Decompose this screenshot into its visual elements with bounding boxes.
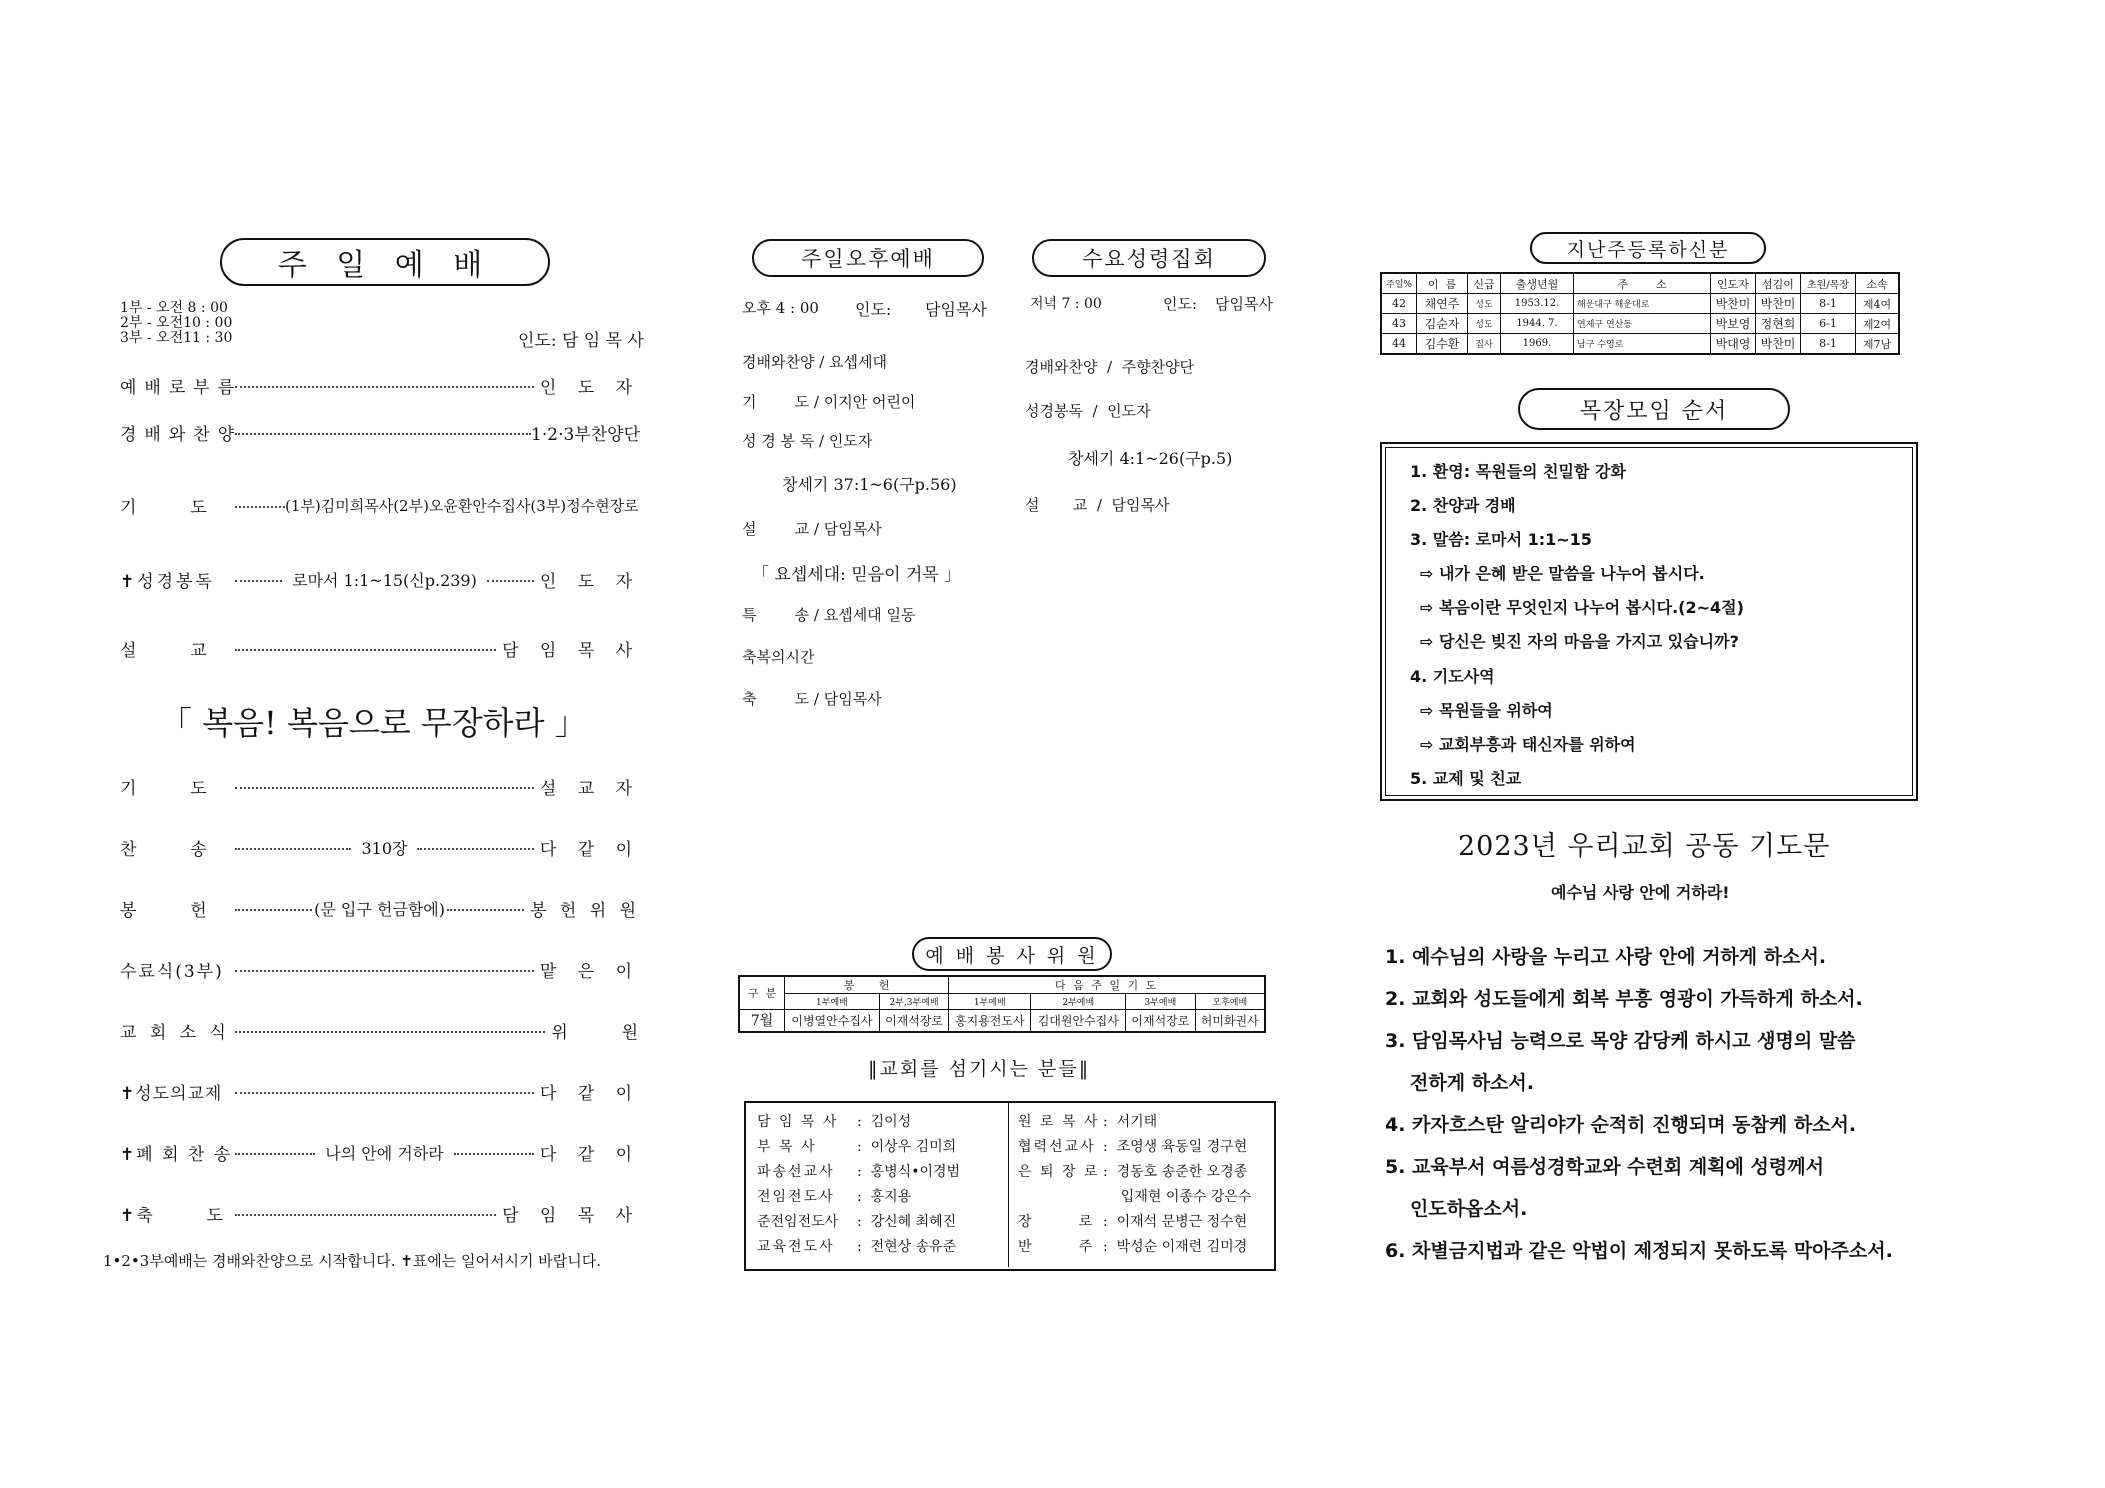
row-sermon-label: 설 교 <box>120 640 209 661</box>
news-r3-c6: 박대영 <box>1711 334 1756 355</box>
row-closing-hymn-label: ✝폐 회 찬 송 <box>120 1144 233 1165</box>
afternoon-line-7: 특 송 / 요셉세대 일동 <box>742 606 916 624</box>
staff-left-5-key: 준전임전도사 <box>757 1214 839 1230</box>
news-head-2: 이 름 <box>1417 273 1468 294</box>
vol-sub-1: 1부예배 <box>785 994 880 1010</box>
row-graduation-label: 수료식(3부) <box>120 961 224 982</box>
afternoon-leader-label: 인도: <box>855 300 892 319</box>
row-reading-center: 로마서 1:1~15(신p.239) <box>292 570 477 590</box>
cell-title: 목장모임 순서 <box>1579 398 1729 424</box>
cell-item-8: ⇨ 목원들을 위하여 <box>1420 701 1553 720</box>
row-closing-hymn-right: 다 같 이 <box>539 1144 640 1165</box>
afternoon-title-box <box>752 239 984 277</box>
staff-right-6 <box>1018 1236 1247 1256</box>
row-closing-hymn-center: 나의 안에 거하라 <box>325 1143 444 1163</box>
staff-left-4-val: : 홍지용 <box>857 1189 912 1205</box>
staff-right-3-val: : 경동호 송준한 오경종 <box>1103 1164 1248 1180</box>
news-r2-c8: 6-1 <box>1801 314 1856 334</box>
wednesday-leader-label: 인도: <box>1163 295 1198 313</box>
news-r2-c5: 연제구 연산동 <box>1574 314 1711 334</box>
news-head-9: 소속 <box>1856 273 1900 294</box>
cell-item-6: ⇨ 당신은 빚진 자의 마음을 가지고 있습니까? <box>1420 632 1739 651</box>
sunday-title-box <box>220 238 550 286</box>
staff-right-1-key: 원 로 목 사 <box>1018 1114 1100 1130</box>
staff-left-2-key: 부 목 사 <box>757 1139 817 1155</box>
vol-name-3: 홍지용전도사 <box>949 1010 1031 1032</box>
vol-name-5: 이재석장로 <box>1126 1010 1195 1032</box>
staff-right-2-val: : 조영생 육동일 경구현 <box>1103 1139 1248 1155</box>
row-hymn <box>120 834 640 860</box>
vol-name-4: 김대원안수집사 <box>1031 1010 1126 1032</box>
sunday-title: 주 일 예 배 <box>277 248 493 283</box>
row-prayer2 <box>120 773 640 799</box>
row-call-label: 예배로부름 <box>120 377 243 398</box>
news-r1-c6: 박찬미 <box>1711 294 1756 314</box>
staff-right-5 <box>1018 1211 1247 1231</box>
newcomers-title-box <box>1530 232 1766 264</box>
staff-right-1-val: : 서기태 <box>1103 1114 1158 1130</box>
row-news-right: 위 원 <box>551 1022 640 1043</box>
staff-divider <box>1008 1103 1009 1267</box>
news-r1-c7: 박찬미 <box>1756 294 1801 314</box>
staff-right-3-key: 은 퇴 장 로 <box>1018 1164 1100 1180</box>
row-graduation <box>120 956 640 982</box>
row-prayer-right: (1부)김미희목사(2부)오윤환안수집사(3부)정수현장로 <box>285 496 639 515</box>
news-r2-c7: 정현희 <box>1756 314 1801 334</box>
staff-left-2 <box>757 1136 956 1156</box>
afternoon-line-6: 「 요셉세대: 믿음이 거목 」 <box>752 565 962 585</box>
sermon-title: 「 복음! 복음으로 무장하라 」 <box>160 704 587 742</box>
wednesday-title-box <box>1032 239 1266 277</box>
news-head-3: 신급 <box>1468 273 1501 294</box>
wednesday-line-1: 경배와찬양 / 주향찬양단 <box>1025 358 1195 376</box>
cell-item-4: ⇨ 내가 은혜 받은 말씀을 나누어 봅시다. <box>1420 564 1705 583</box>
row-reading-label: ✝성경봉독 <box>120 571 215 592</box>
newcomer-row-3 <box>1381 334 1899 355</box>
staff-left-2-val: : 이상우 김미희 <box>857 1139 957 1155</box>
cell-item-10: 5. 교제 및 친교 <box>1410 769 1522 788</box>
row-call <box>120 372 640 398</box>
prayer-title: 2023년 우리교회 공동 기도문 <box>1458 831 1831 862</box>
sunday-footnote: 1•2•3부예배는 경배와찬양으로 시작합니다. ✝표에는 일어서시기 바랍니다. <box>103 1252 601 1270</box>
news-r3-c9: 제7남 <box>1856 334 1900 355</box>
volunteers-table <box>738 975 1266 1033</box>
news-r1-c3: 성도 <box>1468 294 1501 314</box>
afternoon-line-4: 창세기 37:1~6(구p.56) <box>782 475 957 494</box>
staff-left-4-key: 전임전도사 <box>757 1189 835 1205</box>
row-prayer2-right: 설 교 자 <box>539 778 640 799</box>
row-offering <box>120 895 640 921</box>
newcomer-row-2 <box>1381 314 1899 334</box>
wednesday-line-3: 창세기 4:1~26(구p.5) <box>1068 449 1233 468</box>
news-r3-c4: 1969. <box>1501 334 1574 355</box>
cell-item-9: ⇨ 교회부흥과 태신자를 위하여 <box>1420 735 1636 754</box>
afternoon-time: 오후 4 : 00 <box>742 299 819 317</box>
row-closing-hymn <box>120 1139 640 1165</box>
staff-right-4-key <box>1018 1186 1103 1206</box>
news-r1-c9: 제4여 <box>1856 294 1900 314</box>
prayer-item-5: 5. 교육부서 여름성경학교와 수련회 계획에 성령께서 <box>1385 1156 1824 1178</box>
staff-left-6-key: 교육전도사 <box>757 1239 835 1255</box>
cell-item-3: 3. 말씀: 로마서 1:1~15 <box>1410 530 1592 549</box>
row-hymn-center: 310장 <box>361 838 408 858</box>
row-reading-right: 인 도 자 <box>539 571 640 592</box>
prayer-item-1: 1. 예수님의 사랑을 누리고 사랑 안에 거하게 하소서. <box>1385 946 1827 968</box>
newcomers-title: 지난주등록하신분 <box>1566 238 1730 261</box>
newcomers-table <box>1380 272 1900 355</box>
news-r3-c3: 집사 <box>1468 334 1501 355</box>
row-praise <box>120 419 640 445</box>
cell-title-box <box>1518 388 1790 430</box>
wednesday-time: 저녁 7 : 00 <box>1030 296 1102 312</box>
row-fellowship-label: ✝성도의교제 <box>120 1083 223 1104</box>
news-head-1: 주일% <box>1381 273 1417 294</box>
vol-name-2: 이재석장로 <box>879 1010 948 1032</box>
afternoon-title: 주일오후예배 <box>801 247 935 271</box>
staff-left-3-val: : 홍병식•이경범 <box>857 1164 961 1180</box>
prayer-item-6: 6. 차별금지법과 같은 악법이 제정되지 못하도록 막아주소서. <box>1385 1240 1893 1262</box>
volunteers-title-box <box>912 937 1112 971</box>
row-hymn-label: 찬 송 <box>120 839 209 860</box>
staff-right-5-val: : 이재석 문병근 정수현 <box>1103 1214 1248 1230</box>
staff-left-6-val: : 전현상 송유준 <box>857 1239 957 1255</box>
news-r3-c5: 남구 수영로 <box>1574 334 1711 355</box>
time-2: 2부 - 오전10 : 00 <box>120 315 233 331</box>
row-offering-center: (문 입구 헌금함에) <box>314 899 445 919</box>
time-1: 1부 - 오전 8 : 00 <box>120 300 228 316</box>
staff-right-3 <box>1018 1161 1247 1181</box>
staff-left-4 <box>757 1186 911 1206</box>
row-prayer2-label: 기 도 <box>120 778 209 799</box>
staff-right-4-val: 입재현 이종수 강은수 <box>1103 1189 1252 1205</box>
staff-right-4 <box>1018 1186 1251 1206</box>
staff-right-6-key: 반 주 <box>1018 1239 1095 1255</box>
wednesday-line-4: 설 교 / 담임목사 <box>1025 496 1170 514</box>
vol-sub-2: 2부,3부예배 <box>879 994 948 1010</box>
news-r3-c1: 44 <box>1381 334 1417 355</box>
afternoon-line-9: 축 도 / 담임목사 <box>742 690 882 708</box>
row-prayer <box>120 492 640 518</box>
news-r2-c9: 제2여 <box>1856 314 1900 334</box>
news-head-8: 초원/목장 <box>1801 273 1856 294</box>
news-r3-c8: 8-1 <box>1801 334 1856 355</box>
afternoon-line-8: 축복의시간 <box>742 648 815 666</box>
row-offering-label: 봉 헌 <box>120 900 209 921</box>
afternoon-line-3: 성 경 봉 독 / 인도자 <box>742 432 873 450</box>
row-benediction-label: ✝축 도 <box>120 1205 225 1226</box>
staff-left-3 <box>757 1161 960 1181</box>
staff-right-2-key: 협력선교사 <box>1018 1139 1096 1155</box>
time-3: 3부 - 오전11 : 30 <box>120 330 233 346</box>
afternoon-line-1: 경배와찬양 / 요셉세대 <box>742 353 888 371</box>
row-prayer-label: 기 도 <box>120 497 209 518</box>
row-news-label: 교 회 소 식 <box>120 1022 230 1043</box>
news-r1-c5: 해운대구 해운대로 <box>1574 294 1711 314</box>
news-r3-c2: 김수환 <box>1417 334 1468 355</box>
service-times <box>120 301 232 346</box>
row-graduation-right: 맡 은 이 <box>539 961 640 982</box>
vol-month: 7월 <box>739 1010 785 1032</box>
sunday-leader: 인도: 담 임 목 사 <box>518 331 644 351</box>
afternoon-line-2: 기 도 / 이지안 어린이 <box>742 393 916 411</box>
news-r1-c1: 42 <box>1381 294 1417 314</box>
row-praise-right: 1·2·3부찬양단 <box>531 424 640 445</box>
prayer-item-4: 4. 카자흐스탄 알리야가 순적히 진행되며 동참케 하소서. <box>1385 1114 1857 1136</box>
vol-name-1: 이병열안수집사 <box>785 1010 880 1032</box>
staff-left-6 <box>757 1236 956 1256</box>
volunteers-title: 예 배 봉 사 위 원 <box>925 944 1099 967</box>
staff-left-1 <box>757 1111 911 1131</box>
news-r3-c7: 박찬미 <box>1756 334 1801 355</box>
wednesday-title: 수요성령집회 <box>1082 247 1216 271</box>
staff-left-3-key: 파송선교사 <box>757 1164 835 1180</box>
news-r2-c6: 박보영 <box>1711 314 1756 334</box>
row-fellowship-right: 다 같 이 <box>539 1083 640 1104</box>
staff-right-5-key: 장 로 <box>1018 1214 1095 1230</box>
vol-name-6: 허미화권사 <box>1195 1010 1265 1032</box>
prayer-subtitle: 예수님 사랑 안에 거하라! <box>1551 883 1730 902</box>
staff-left-1-val: : 김이성 <box>857 1114 912 1130</box>
news-head-7: 섬김이 <box>1756 273 1801 294</box>
news-r1-c8: 8-1 <box>1801 294 1856 314</box>
vol-sub-6: 오후예배 <box>1195 994 1265 1010</box>
news-head-6: 인도자 <box>1711 273 1756 294</box>
prayer-item-5b: 인도하옵소서. <box>1410 1198 1528 1220</box>
staff-right-2 <box>1018 1136 1247 1156</box>
prayer-item-3b: 전하게 하소서. <box>1410 1072 1534 1094</box>
row-fellowship <box>120 1078 640 1104</box>
news-head-5: 주 소 <box>1574 273 1711 294</box>
wednesday-line-2: 성경봉독 / 인도자 <box>1025 402 1151 420</box>
row-call-right: 인 도 자 <box>539 377 640 398</box>
news-r2-c3: 성도 <box>1468 314 1501 334</box>
row-sermon <box>120 635 640 661</box>
afternoon-leader: 담임목사 <box>925 300 987 319</box>
vol-head-prayer: 다 음 주 일 기 도 <box>949 976 1265 994</box>
vol-head-offering: 봉 헌 <box>785 976 949 994</box>
cell-item-2: 2. 찬양과 경배 <box>1410 496 1516 515</box>
staff-left-5 <box>757 1211 956 1231</box>
row-reading <box>120 566 640 592</box>
row-hymn-right: 다 같 이 <box>539 839 640 860</box>
row-news <box>120 1017 640 1043</box>
news-r1-c2: 채연주 <box>1417 294 1468 314</box>
vol-sub-5: 3부예배 <box>1126 994 1195 1010</box>
news-r1-c4: 1953.12. <box>1501 294 1574 314</box>
news-r2-c4: 1944. 7. <box>1501 314 1574 334</box>
staff-title: ‖교회를 섬기시는 분들‖ <box>868 1058 1091 1080</box>
row-benediction-right: 담 임 목 사 <box>502 1205 640 1226</box>
row-praise-label: 경배와찬양 <box>120 424 243 445</box>
news-r2-c1: 43 <box>1381 314 1417 334</box>
row-sermon-right: 담 임 목 사 <box>502 640 640 661</box>
afternoon-line-5: 설 교 / 담임목사 <box>742 520 882 538</box>
staff-right-1 <box>1018 1111 1157 1131</box>
newcomer-row-1 <box>1381 294 1899 314</box>
staff-left-1-key: 담 임 목 사 <box>757 1114 839 1130</box>
cell-item-1: 1. 환영: 목원들의 친밀함 강화 <box>1410 462 1626 481</box>
news-head-4: 출생년월 <box>1501 273 1574 294</box>
vol-sub-4: 2부예배 <box>1031 994 1126 1010</box>
wednesday-leader: 담임목사 <box>1215 295 1273 313</box>
prayer-item-2: 2. 교회와 성도들에게 회복 부흥 영광이 가득하게 하소서. <box>1385 988 1863 1010</box>
vol-head-category: 구 분 <box>739 976 785 1010</box>
row-benediction <box>120 1200 640 1226</box>
staff-left-5-val: : 강신혜 최혜진 <box>857 1214 957 1230</box>
vol-sub-3: 1부예배 <box>949 994 1031 1010</box>
cell-item-7: 4. 기도사역 <box>1410 667 1495 686</box>
prayer-item-3: 3. 담임목사님 능력으로 목양 감당케 하시고 생명의 말씀 <box>1385 1030 1856 1052</box>
row-offering-right: 봉 헌 위 원 <box>530 900 640 921</box>
news-r2-c2: 김순자 <box>1417 314 1468 334</box>
staff-right-6-val: : 박성순 이재련 김미경 <box>1103 1239 1248 1255</box>
cell-item-5: ⇨ 복음이란 무엇인지 나누어 봅시다.(2~4절) <box>1420 598 1744 617</box>
